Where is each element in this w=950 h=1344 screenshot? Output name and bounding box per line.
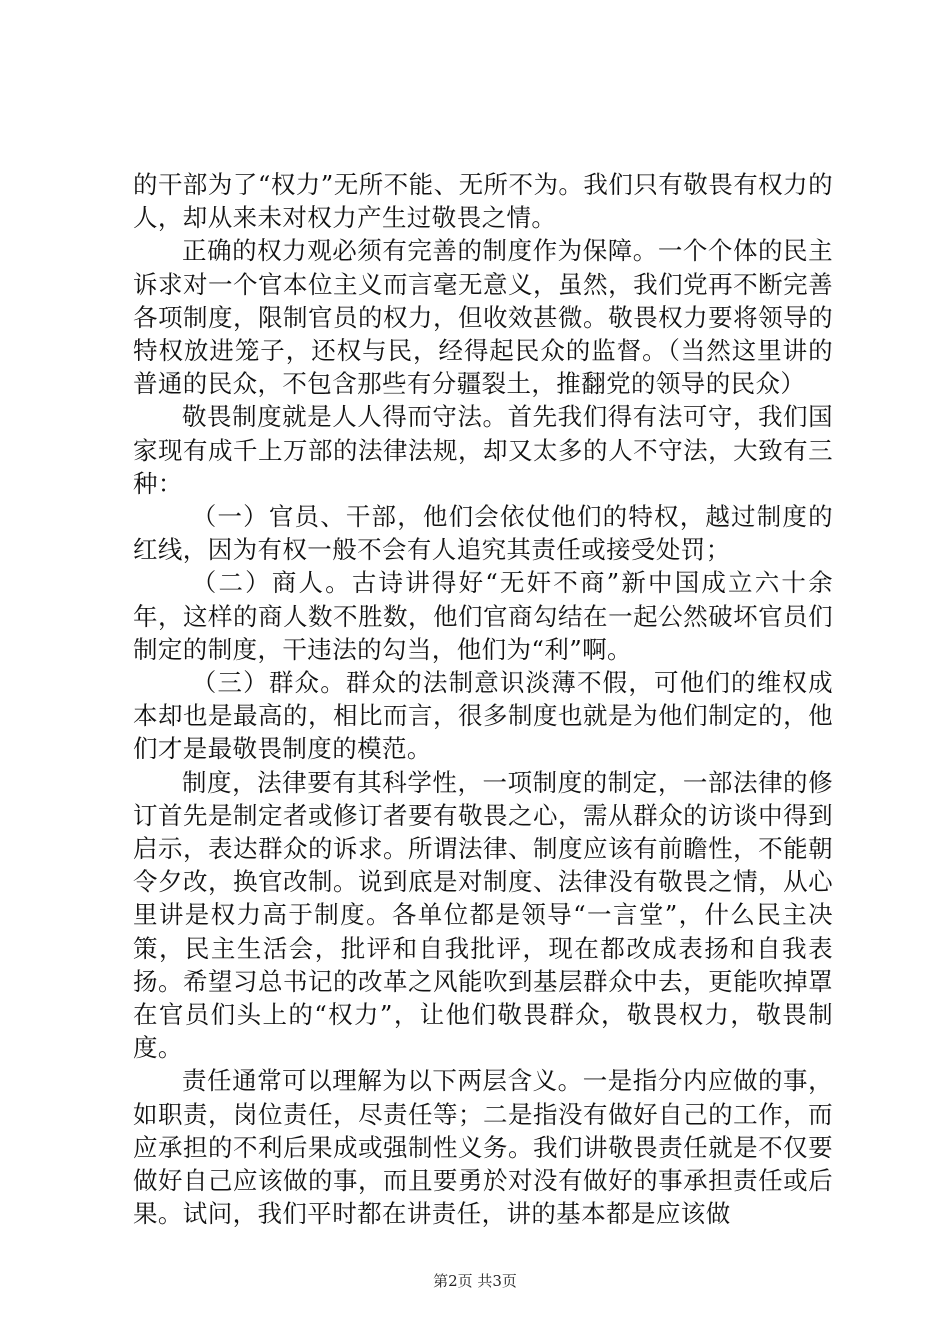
paragraph-6: （三）群众。群众的法制意识淡薄不假，可他们的维权成本却也是最高的，相比而言，很多制度也就是为他们制定的，他们才是最敬畏制度的模范。 — [133, 668, 833, 764]
paragraph-4: （一）官员、干部，他们会依仗他们的特权，越过制度的红线，因为有权一般不会有人追究其责任或接受处罚； — [133, 502, 833, 565]
paragraph-1: 的干部为了“权力”无所不能、无所不为。我们只有敬畏有权力的人，却从来未对权力产生过敬畏之情。 — [133, 170, 833, 233]
page-footer: 第2页 共3页 — [433, 1272, 517, 1290]
paragraph-7: 制度，法律要有其科学性，一项制度的制定，一部法律的修订首先是制定者或修订者要有敬畏之心，需从群众的访谈中得到启示，表达群众的诉求。所谓法律、制度应该有前瞻性，不能朝令夕改，换官改制。说到底是对制度、法律没有敬畏之情，从心里讲是权力高于制度。各单位都是领导“一言堂”，什么民主决策，民主生活会，批评和自我批评，现在都改成表扬和自我表扬。希望习总书记的改革之风能吹到基层群众中去，更能吹掉罩在官员们头上的“权力”，让他们敬畏群众，敬畏权力，敬畏制度。 — [133, 767, 833, 1063]
paragraph-3: 敬畏制度就是人人得而守法。首先我们得有法可守，我们国家现有成千上万部的法律法规，却又太多的人不守法，大致有三种： — [133, 402, 833, 498]
paragraph-5: （二）商人。古诗讲得好“无奸不商”新中国成立六十余年，这样的商人数不胜数，他们官商勾结在一起公然破坏官员们制定的制度，干违法的勾当，他们为“利”啊。 — [133, 568, 833, 664]
document-body — [133, 168, 833, 1231]
paragraph-8: 责任通常可以理解为以下两层含义。一是指分内应做的事，如职责，岗位责任，尽责任等；二是指没有做好自己的工作，而应承担的不利后果成或强制性义务。我们讲敬畏责任就是不仅要做好自己应该做的事，而且要勇於对没有做好的事承担责任或后果。试问，我们平时都在讲责任，讲的基本都是应该做 — [133, 1066, 833, 1229]
paragraph-2: 正确的权力观必须有完善的制度作为保障。一个个体的民主诉求对一个官本位主义而言毫无意义，虽然，我们党再不断完善各项制度，限制官员的权力，但收效甚微。敬畏权力要将领导的特权放进笼子，还权与民，经得起民众的监督。（当然这里讲的普通的民众，不包含那些有分疆裂土，推翻党的领导的民众） — [133, 236, 833, 399]
